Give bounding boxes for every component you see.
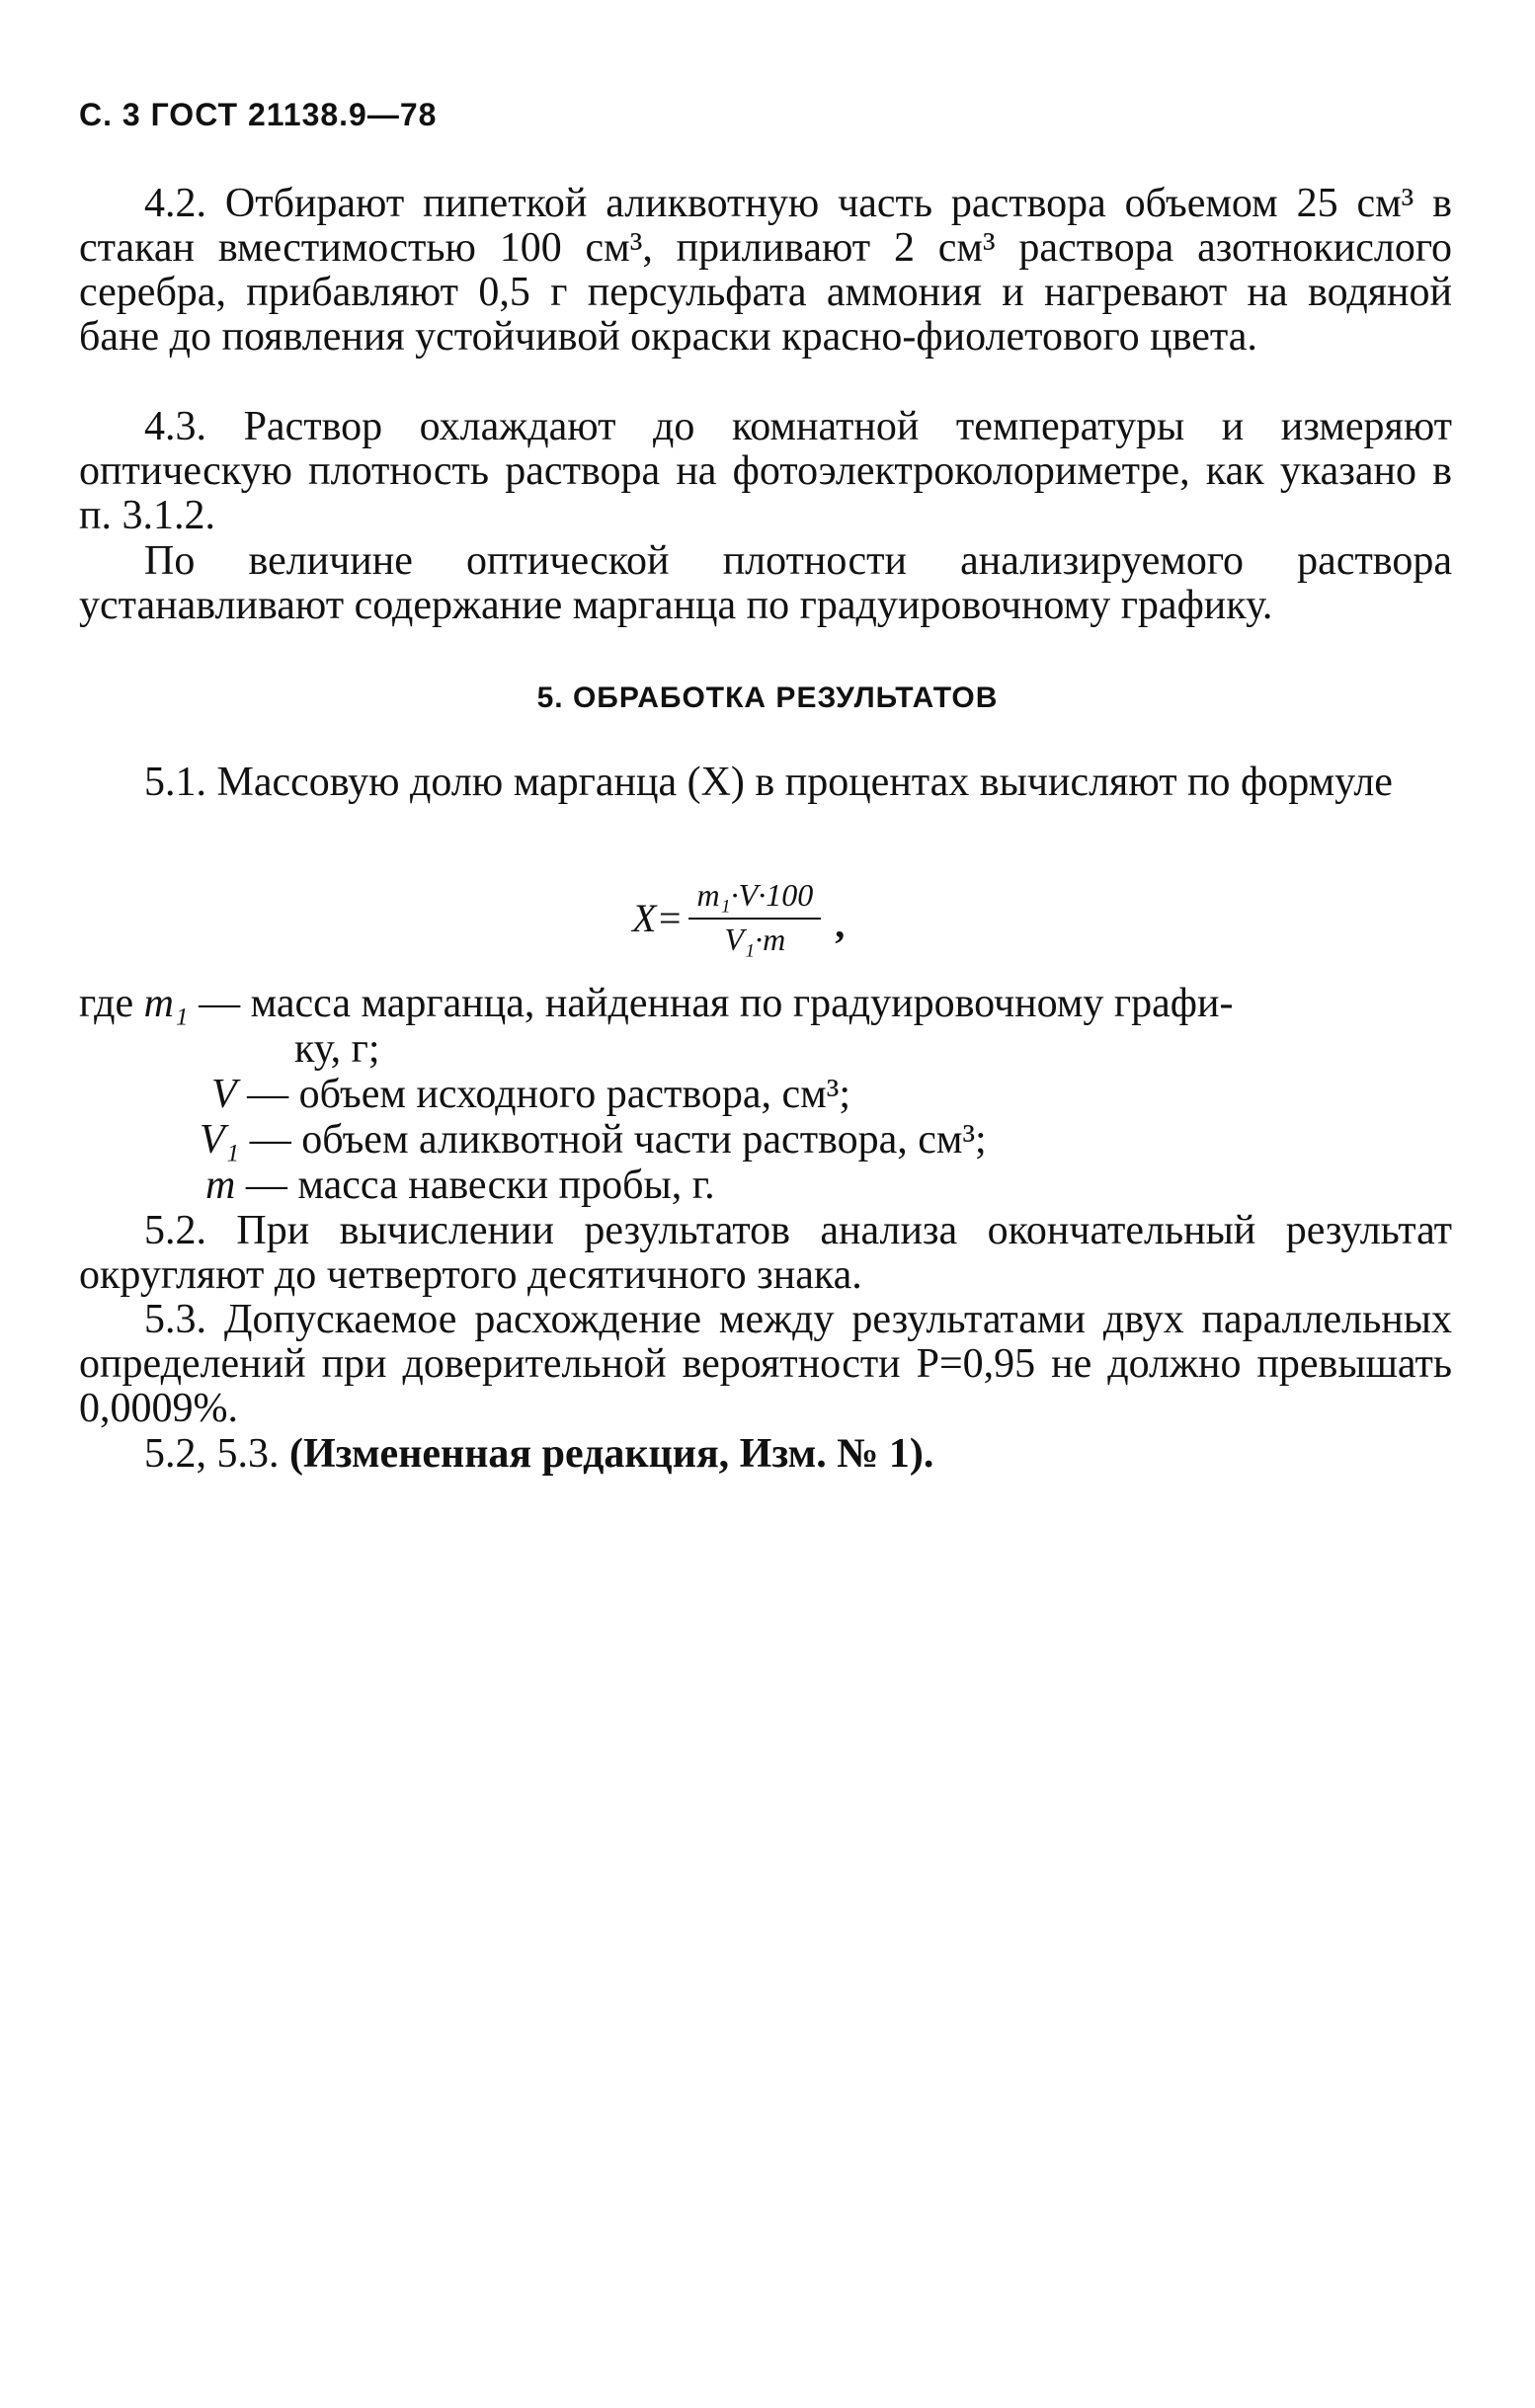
formula-lhs: X= <box>632 895 684 940</box>
paragraph-5-3: 5.3. Допускаемое расхождение между результатами двух параллельных определений при доверительной вероятности P=0,95 не должно превышать 0,0009%. <box>79 1297 1452 1431</box>
definition-text-m: — масса навески пробы, г. <box>245 1163 715 1208</box>
paragraph-4-3: 4.3. Раствор охлаждают до комнатной температуры и измеряют оптическую плотность раствора на фотоэлектроколориметре, как указано в п. 3.1.2. <box>79 404 1452 538</box>
definition-v <box>211 1073 850 1117</box>
section-heading: 5. ОБРАБОТКА РЕЗУЛЬТАТОВ <box>536 682 999 714</box>
paragraph-4-3-continuation: По величине оптической плотности анализируемого раствора устанавливают содержание марганца по градуировочному графику. <box>79 538 1452 628</box>
definition-text-m1-line2: ку, г; <box>294 1026 380 1072</box>
paragraph-5-2: 5.2. При вычислении результатов анализа окончательный результат округляют до четвертого десятичного знака. <box>79 1208 1452 1298</box>
formula-denominator: V₁·m <box>724 922 786 957</box>
amendment-prefix: 5.2, 5.3. <box>144 1431 280 1477</box>
definition-symbol-v: V <box>211 1072 237 1117</box>
amendment-note <box>79 1432 1452 1477</box>
paragraph-4-2: 4.2. Отбирают пипеткой аликвотную часть раствора объемом 25 см³ в стакан вместимостью 100 см³, приливают 2 см³ раствора азотнокислого серебра, прибавляют 0,5 г персульфата аммония и нагревают на водяной бане до появления устойчивой окраски красно-фиолетового цвета. <box>79 181 1452 360</box>
formula <box>632 877 845 958</box>
formula-fraction <box>688 877 821 958</box>
definition-m1-continuation <box>294 1027 380 1072</box>
definition-m <box>205 1164 715 1208</box>
definition-v1 <box>200 1118 987 1163</box>
page-header: С. 3 ГОСТ 21138.9—78 <box>79 97 438 132</box>
definition-symbol-m1: m₁ <box>143 981 189 1026</box>
definition-text-v: — объем исходного раствора, см³; <box>247 1072 851 1117</box>
where-word: где <box>79 981 134 1026</box>
definition-m1 <box>79 982 1233 1026</box>
definition-symbol-v1: V₁ <box>200 1117 240 1163</box>
formula-numerator: m₁·V·100 <box>688 877 821 920</box>
amendment-bold: (Измененная редакция, Изм. № 1). <box>289 1431 934 1477</box>
definition-text-m1-line1: — масса марганца, найденная по градуировочному графи- <box>199 981 1234 1026</box>
definition-text-v1: — объем аликвотной части раствора, см³; <box>249 1117 987 1163</box>
definition-symbol-m: m <box>205 1163 236 1208</box>
formula-trailing-comma: , <box>835 901 846 946</box>
paragraph-5-1: 5.1. Массовую долю марганца (X) в процентах вычисляют по формуле <box>144 760 1393 805</box>
